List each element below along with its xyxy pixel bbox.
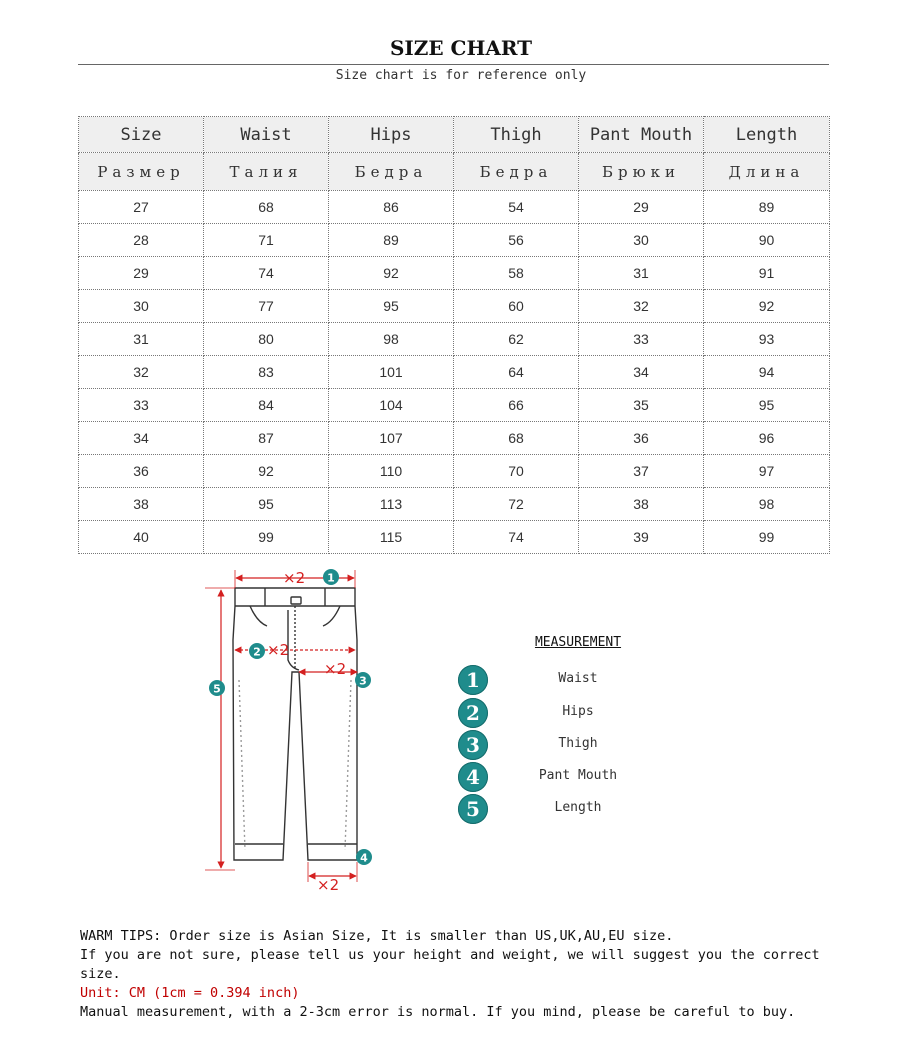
table-row (79, 389, 830, 422)
thigh-marker (355, 672, 371, 688)
measurement-item-length (458, 791, 698, 821)
cell-length: 97 (704, 455, 830, 488)
cell-size: 32 (79, 356, 204, 389)
cell-pant-mouth: 38 (579, 488, 704, 521)
header-thigh: Thigh (454, 117, 579, 153)
cell-length: 99 (704, 521, 830, 554)
page-title: SIZE CHART (389, 36, 533, 60)
cell-length: 93 (704, 323, 830, 356)
cell-hips: 89 (329, 224, 454, 257)
table-row (79, 224, 830, 257)
cell-hips: 98 (329, 323, 454, 356)
waist-multiplier: ×2 (283, 569, 306, 587)
cell-hips: 104 (329, 389, 454, 422)
cell-size: 36 (79, 455, 204, 488)
hips-marker (249, 643, 265, 659)
measurement-item-thigh (458, 727, 698, 757)
measurement-label: Pant Mouth (538, 768, 618, 783)
cell-thigh: 64 (454, 356, 579, 389)
cell-thigh: 68 (454, 422, 579, 455)
svg-text:5: 5 (213, 682, 221, 696)
cell-waist: 84 (204, 389, 329, 422)
cell-size: 27 (79, 191, 204, 224)
header-waist-ru: Талия (204, 153, 329, 191)
cell-size: 28 (79, 224, 204, 257)
number-3-icon: 3 (458, 730, 488, 760)
pants-outline (233, 588, 357, 860)
measurement-label: Length (554, 800, 602, 815)
cell-thigh: 58 (454, 257, 579, 290)
number-2-icon: 2 (458, 698, 488, 728)
cell-hips: 86 (329, 191, 454, 224)
cell-hips: 101 (329, 356, 454, 389)
cell-length: 95 (704, 389, 830, 422)
cell-pant-mouth: 29 (579, 191, 704, 224)
pants-measurement-diagram (195, 560, 395, 900)
cell-waist: 83 (204, 356, 329, 389)
warm-tips (80, 927, 840, 1022)
cell-hips: 113 (329, 488, 454, 521)
pant-mouth-multiplier: ×2 (317, 876, 340, 894)
cell-hips: 95 (329, 290, 454, 323)
cell-thigh: 54 (454, 191, 579, 224)
cell-waist: 99 (204, 521, 329, 554)
cell-pant-mouth: 33 (579, 323, 704, 356)
tips-line-asian-size: WARM TIPS: Order size is Asian Size, It is smaller than US,UK,AU,EU size. (80, 928, 674, 944)
measurement-item-pant-mouth (458, 759, 698, 789)
cell-hips: 110 (329, 455, 454, 488)
cell-thigh: 70 (454, 455, 579, 488)
cell-thigh: 56 (454, 224, 579, 257)
svg-text:2: 2 (253, 645, 261, 659)
cell-size: 40 (79, 521, 204, 554)
size-table (78, 116, 830, 554)
svg-text:4: 4 (360, 851, 368, 865)
cell-thigh: 74 (454, 521, 579, 554)
cell-thigh: 60 (454, 290, 579, 323)
header-length: Length (704, 117, 830, 153)
table-row (79, 290, 830, 323)
measurement-label: Hips (562, 704, 594, 719)
cell-waist: 74 (204, 257, 329, 290)
cell-length: 92 (704, 290, 830, 323)
cell-waist: 77 (204, 290, 329, 323)
cell-size: 30 (79, 290, 204, 323)
table-row (79, 356, 830, 389)
header-waist: Waist (204, 117, 329, 153)
measurement-label: Thigh (558, 736, 598, 751)
cell-waist: 87 (204, 422, 329, 455)
header-hips: Hips (329, 117, 454, 153)
thigh-multiplier: ×2 (324, 660, 347, 678)
tips-line-suggest-size: If you are not sure, please tell us your height and weight, we will suggest you the correct size. (80, 947, 820, 982)
measurement-item-waist (458, 662, 698, 692)
header-row-russian (79, 153, 830, 191)
table-row (79, 488, 830, 521)
cell-length: 89 (704, 191, 830, 224)
waist-marker (323, 569, 339, 585)
cell-waist: 71 (204, 224, 329, 257)
cell-waist: 95 (204, 488, 329, 521)
measurement-title: MEASUREMENT (534, 635, 622, 650)
cell-pant-mouth: 36 (579, 422, 704, 455)
cell-length: 91 (704, 257, 830, 290)
svg-text:3: 3 (359, 674, 367, 688)
cell-size: 31 (79, 323, 204, 356)
cell-length: 90 (704, 224, 830, 257)
header-size-ru: Размер (79, 153, 204, 191)
svg-text:1: 1 (327, 571, 335, 585)
number-5-icon: 5 (458, 794, 488, 824)
cell-pant-mouth: 34 (579, 356, 704, 389)
cell-hips: 107 (329, 422, 454, 455)
cell-thigh: 62 (454, 323, 579, 356)
table-row (79, 422, 830, 455)
header-length-ru: Длина (704, 153, 830, 191)
cell-hips: 92 (329, 257, 454, 290)
cell-length: 96 (704, 422, 830, 455)
header-size: Size (79, 117, 204, 153)
header-pant-mouth-ru: Брюки (579, 153, 704, 191)
header-hips-ru: Бедра (329, 153, 454, 191)
cell-size: 38 (79, 488, 204, 521)
cell-length: 94 (704, 356, 830, 389)
cell-size: 34 (79, 422, 204, 455)
cell-pant-mouth: 37 (579, 455, 704, 488)
cell-length: 98 (704, 488, 830, 521)
number-1-icon: 1 (458, 665, 488, 695)
table-row (79, 191, 830, 224)
cell-pant-mouth: 39 (579, 521, 704, 554)
measurement-item-hips (458, 695, 698, 725)
page-subtitle: Size chart is for reference only (335, 68, 587, 83)
tips-line-unit: Unit: CM (1cm = 0.394 inch) (80, 985, 300, 1001)
cell-pant-mouth: 30 (579, 224, 704, 257)
cell-size: 29 (79, 257, 204, 290)
cell-pant-mouth: 31 (579, 257, 704, 290)
cell-waist: 80 (204, 323, 329, 356)
table-row (79, 455, 830, 488)
header-pant-mouth: Pant Mouth (579, 117, 704, 153)
cell-size: 33 (79, 389, 204, 422)
hips-multiplier: ×2 (267, 641, 290, 659)
table-row (79, 521, 830, 554)
table-row (79, 257, 830, 290)
header-thigh-ru: Бедра (454, 153, 579, 191)
pant-mouth-marker (356, 849, 372, 865)
cell-thigh: 72 (454, 488, 579, 521)
title-divider (78, 64, 829, 65)
tips-line-error: Manual measurement, with a 2-3cm error is normal. If you mind, please be careful to buy. (80, 1004, 796, 1020)
cell-thigh: 66 (454, 389, 579, 422)
number-4-icon: 4 (458, 762, 488, 792)
table-row (79, 323, 830, 356)
header-row-english (79, 117, 830, 153)
cell-hips: 115 (329, 521, 454, 554)
cell-pant-mouth: 32 (579, 290, 704, 323)
cell-waist: 68 (204, 191, 329, 224)
length-marker (209, 680, 225, 696)
cell-pant-mouth: 35 (579, 389, 704, 422)
cell-waist: 92 (204, 455, 329, 488)
measurement-label: Waist (558, 671, 598, 686)
